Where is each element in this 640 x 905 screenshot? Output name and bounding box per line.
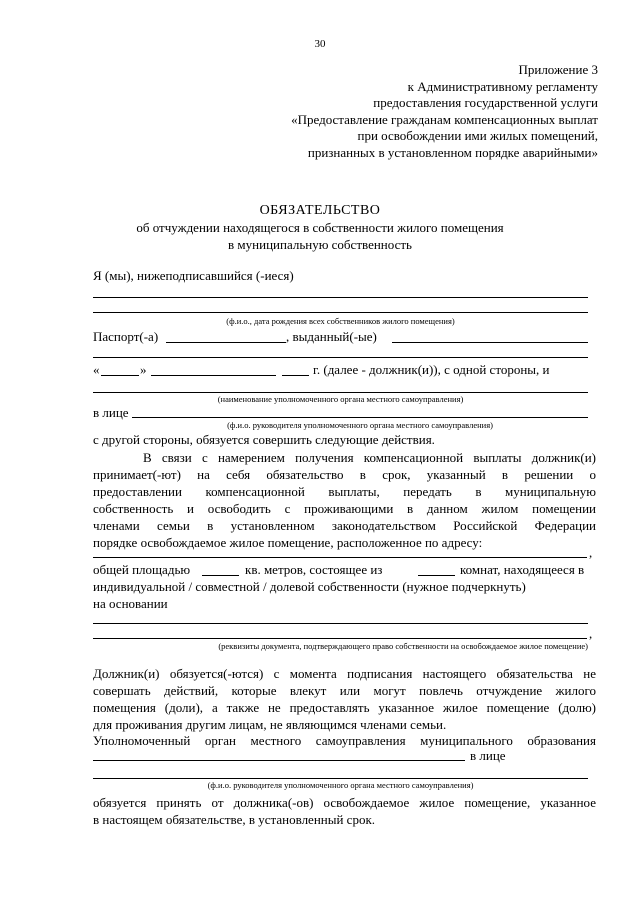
document-comma: , (589, 626, 593, 641)
year-field-line[interactable] (282, 375, 309, 376)
appendix-line: предоставления государственной услуги (373, 95, 598, 110)
undersigned-label: Я (мы), нижеподписавшийся (-иеся) (93, 268, 294, 283)
appendix-line: признанных в установленном порядке аварийными» (307, 144, 598, 160)
paragraph-line: совершать действий, которые влекут или могут повлечь отчуждение жилого (93, 683, 596, 698)
ownership-type-text: индивидуальной / совместной / долевой собственности (нужное подчеркнуть) (93, 579, 526, 594)
head-field-line-2[interactable] (93, 778, 588, 779)
date-quote-close: » (140, 362, 147, 377)
paragraph-line: собственность и освободить с проживающими в данном жилом помещении (93, 501, 596, 516)
page-number: 30 (314, 38, 326, 50)
owners-caption: (ф.и.о., дата рождения всех собственников жилого помещения) (226, 316, 455, 326)
passport-label: Паспорт(-а) (93, 329, 159, 344)
issued-field-line[interactable] (93, 357, 588, 358)
date-quote-open: « (93, 362, 100, 377)
paragraph-line: Должник(и) обязуется(-ются) с момента подписания настоящего обязательства не (93, 666, 596, 681)
debtor-text: г. (далее - должник(и)), с одной стороны, и (313, 362, 550, 377)
paragraph-line: для проживания другим лицам, не являющимся членами семьи. (93, 717, 447, 732)
authority-caption: (наименование уполномоченного органа местного самоуправления) (217, 394, 464, 404)
paragraph-line: предоставлении компенсационной выплаты, передать в муниципальную (93, 484, 596, 499)
address-comma: , (589, 545, 593, 560)
authority-line-text: Уполномоченный орган местного самоуправления муниципального образования (93, 733, 596, 748)
area-field-line[interactable] (202, 575, 239, 576)
rooms-label: кв. метров, состоящее из (245, 562, 383, 577)
appendix-header (291, 62, 598, 161)
address-field-line[interactable] (93, 557, 587, 558)
municipality-field-line[interactable] (93, 760, 465, 761)
head-field-line[interactable] (132, 417, 588, 418)
paragraph-line: помещения (доли), а также не предоставлять указанное жилое помещение (долю) (93, 700, 596, 715)
document-field-line[interactable] (93, 623, 588, 624)
appendix-line: при освобождении ими жилых помещений, (357, 128, 598, 143)
paragraph-line: В связи с намерением получения компенсационной выплаты должник(и) (143, 450, 596, 465)
paragraph-line: членами семьи в установленном законодательством Российской Федерации (93, 518, 596, 533)
paragraph-line: порядке освобождаемое жилое помещение, расположенное по адресу: (93, 535, 483, 550)
head-caption-2: (ф.и.о. руководителя уполномоченного органа местного самоуправления) (207, 780, 474, 790)
issued-field-line[interactable] (392, 342, 588, 343)
other-side-text: с другой стороны, обязуется совершить следующие действия. (93, 432, 435, 447)
paragraph-line: принимает(-ют) на себя обязательство в срок, указанный в решении о (93, 467, 596, 482)
appendix-line: Приложение 3 (518, 62, 598, 77)
document-subtitle: в муниципальную собственность (228, 237, 412, 252)
appendix-line: «Предоставление гражданам компенсационных выплат (291, 111, 598, 127)
document-subtitle: об отчуждении находящегося в собственности жилого помещения (136, 220, 504, 235)
rooms-field-line[interactable] (418, 575, 455, 576)
located-label: комнат, находящееся в (460, 562, 585, 577)
paragraph-line: обязуется принять от должника(-ов) освобождаемое жилое помещение, указанное (93, 795, 596, 810)
document-caption: (реквизиты документа, подтверждающего право собственности на освобождаемое жилое помещение) (218, 641, 588, 651)
in-person-label-2: в лице (470, 748, 506, 763)
head-caption: (ф.и.о. руководителя уполномоченного органа местного самоуправления) (227, 420, 493, 430)
document-field-line[interactable] (93, 638, 587, 639)
area-label: общей площадью (93, 562, 191, 577)
issued-label: , выданный(-ые) (286, 329, 377, 344)
day-field-line[interactable] (101, 375, 139, 376)
owners-field-line[interactable] (93, 297, 588, 298)
owners-field-line[interactable] (93, 312, 588, 313)
paragraph-line: в настоящем обязательстве, в установленный срок. (93, 812, 376, 827)
in-person-label: в лице (93, 405, 129, 420)
appendix-line: к Административному регламенту (407, 78, 598, 94)
passport-field-line[interactable] (166, 342, 286, 343)
document-title: ОБЯЗАТЕЛЬСТВО (259, 203, 381, 218)
month-field-line[interactable] (151, 375, 276, 376)
authority-field-line[interactable] (93, 392, 588, 393)
basis-label: на основании (93, 596, 168, 611)
